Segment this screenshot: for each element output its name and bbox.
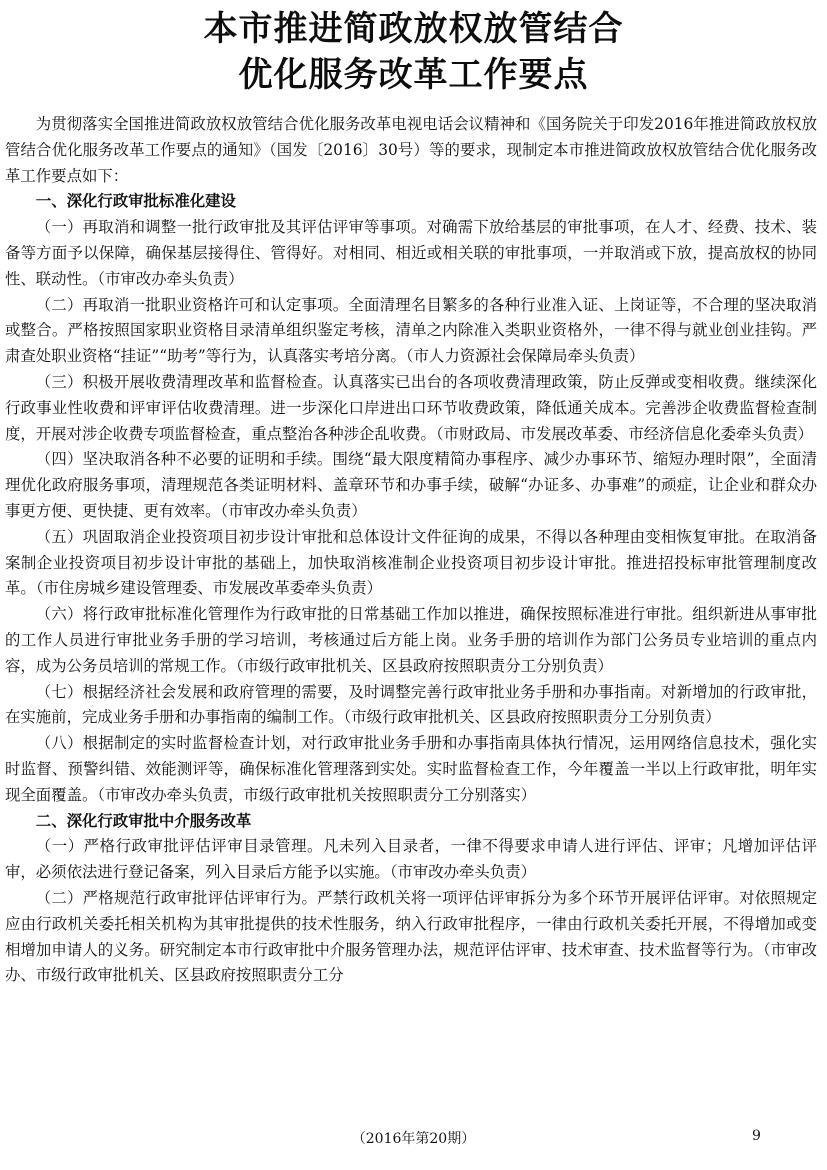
paragraph: （二）再取消一批职业资格许可和认定事项。全面清理名目繁多的各种行业准入证、上岗证等，不合理的坚决取消或整合。严格按照国家职业资格目录清单组织鉴定考核，清单之内除准入类职业资格外，一律不得与就业创业挂钩。严肃查处职业资格“挂证”“助考”等行为，认真落实考培分离。（市人力资源社会保障局牵头负责） (5, 295, 817, 366)
document-title (0, 6, 827, 98)
paragraph: （三）积极开展收费清理改革和监督检查。认真落实已出台的各项收费清理政策，防止反弹或变相收费。继续深化行政事业性收费和评审评估收费清理。进一步深化口岸进出口环节收费政策，降低通关成本。完善涉企收费监督检查制度，开展对涉企收费专项监督检查，重点整治各种涉企乱收费。（市财政局、市发展改革委、市经济信息化委牵头负责） (5, 372, 817, 443)
paragraph: （四）坚决取消各种不必要的证明和手续。围绕“最大限度精简办事程序、减少办事环节、缩短办理时限”，全面清理优化政府服务事项，清理规范各类证明材料、盖章环节和办事手续，破解“办证多、办事难”的顽症，让企业和群众办事更方便、更快捷、更有效率。（市审改办牵头负责） (5, 450, 817, 520)
paragraph: （二）严格规范行政审批评估评审行为。严禁行政机关将一项评估评审拆分为多个环节开展评估评审。对依照规定应由行政机关委托相关机构为其审批提供的技术性服务，纳入行政审批程序，一律由行政机关委托开展，不得增加或变相增加申请人的义务。研究制定本市行政审批中介服务管理办法，规范评估评审、技术审查、技术监督等行为。（市审改办、市级行政审批机关、区县政府按照职责分工分 (5, 888, 817, 985)
paragraph: （一）再取消和调整一批行政审批及其评估评审等事项。对确需下放给基层的审批事项，在人才、经费、技术、装备等方面予以保障，确保基层接得住、管得好。对相同、相近或相关联的审批事项，一并取消或下放，提高放权的协同性、联动性。（市审改办牵头负责） (5, 218, 817, 288)
title-line-2: 优化服务改革工作要点 (238, 55, 589, 95)
paragraph: （一）严格行政审批评估评审目录管理。凡未列入目录者，一律不得要求申请人进行评估、评审；凡增加评估评审，必须依法进行登记备案，列入目录后方能予以实施。（市审改办牵头负责） (5, 837, 817, 882)
paragraph: （七）根据经济社会发展和政府管理的需要，及时调整完善行政审批业务手册和办事指南。对新增加的行政审批，在实施前，完成业务手册和办事指南的编制工作。（市级行政审批机关、区县政府按照职责分工分别负责） (5, 682, 817, 727)
paragraph: （八）根据制定的实时监督检查计划，对行政审批业务手册和办事指南具体执行情况，运用网络信息技术，强化实时监督、预警纠错、效能测评等，确保标准化管理落到实处。实时监督检查工作，今年覆盖一半以上行政审批，明年实现全面覆盖。（市审改办牵头负责，市级行政审批机关按照职责分工分别落实） (5, 734, 817, 804)
paragraph: （六）将行政审批标准化管理作为行政审批的日常基础工作加以推进，确保按照标准进行审批。组织新进从事审批的工作人员进行审批业务手册的学习培训，考核通过后方能上岗。业务手册的培训作为部门公务员专业培训的重点内容，成为公务员培训的常规工作。（市级行政审批机关、区县政府按照职责分工分别负责） (5, 605, 817, 675)
title-line-1: 本市推进简政放权放管结合 (203, 9, 624, 49)
issue-label: （2016年第20期） (351, 1131, 476, 1147)
section-heading: 一、深化行政审批标准化建设 (35, 192, 236, 211)
section-heading: 二、深化行政审批中介服务改革 (35, 811, 252, 830)
intro-paragraph: 为贯彻落实全国推进简政放权放管结合优化服务改革电视电话会议精神和《国务院关于印发2016年推进简政放权放管结合优化服务改革工作要点的通知》（国发〔2016〕30号）等的要求，现制定本市推进简政放权放管结合优化服务改革工作要点如下： (5, 115, 817, 185)
page-footer (0, 1128, 827, 1152)
paragraph: （五）巩固取消企业投资项目初步设计审批和总体设计文件征询的成果，不得以各种理由变相恢复审批。在取消备案制企业投资项目初步设计审批的基础上，加快取消核准制企业投资项目初步设计审批。推进招投标审批管理制度改革。（市住房城乡建设管理委、市发展改革委牵头负责） (5, 527, 817, 598)
page-number: 9 (752, 1128, 761, 1144)
document-body (5, 112, 817, 989)
